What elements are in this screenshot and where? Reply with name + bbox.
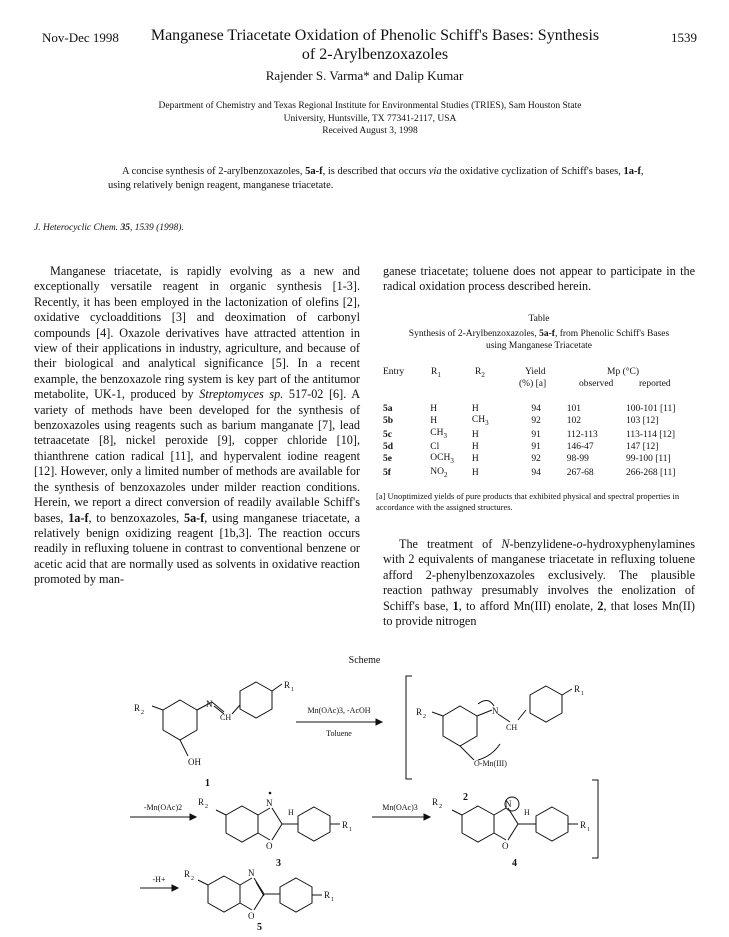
- bracket-left: [406, 676, 412, 779]
- c4-r2-sub: 2: [439, 804, 442, 810]
- cell-r2: H: [471, 442, 479, 453]
- cell-r2: H: [471, 468, 479, 479]
- arrow-head-3: [424, 814, 430, 820]
- affiliation-line-1: Department of Chemistry and Texas Regional Institute for Environmental Studies (TRIES), Sam Houston State: [158, 101, 582, 111]
- c3-r2: R: [198, 797, 205, 807]
- table-row: [383, 467, 695, 481]
- arrow-head-1: [376, 719, 382, 725]
- body-text: The treatment of: [399, 537, 502, 551]
- journal-citation: [34, 223, 184, 233]
- table-row: [383, 404, 695, 415]
- c5-o: O: [248, 911, 255, 921]
- c3-r1-sub: 1: [349, 827, 352, 833]
- cell-r1: H: [430, 416, 438, 427]
- journal-name: J. Heterocyclic Chem.: [34, 223, 119, 233]
- body-left-column: [34, 264, 360, 588]
- body-text: 517-02 [6]. A variety of methods have been developed for the synthesis of benzoxazoles using reagents such as barium manganate [7], lead tetraacetate [8], nickel peroxide [9], copper chloride [10], thianthrene cation radical [11], and hypervalent iodine reagent [12]. However, only a limited number of methods are available for the synthesis of benzoxazoles under milder reaction conditions. Herein, we report a direct conversion of readily available Schiff's bases,: [34, 387, 360, 525]
- c2-r1: R: [574, 684, 581, 694]
- running-date: Nov-Dec 1998: [42, 30, 119, 45]
- arrow-head-4: [172, 885, 178, 891]
- italic-text: N: [501, 537, 510, 551]
- compound-ref: 5a-f: [183, 510, 205, 525]
- abstract-compound: 5a-f: [305, 166, 323, 177]
- cell-mp-observed: 102: [566, 416, 581, 427]
- abstract-text: the oxidative cyclization of Schiff's bases,: [441, 166, 624, 177]
- body-right-top: ganese triacetate; toluene does not appear to participate in the radical oxidation process described herein.: [383, 264, 695, 294]
- caption-text: , from Phenolic Schiff's Bases: [554, 329, 670, 339]
- table-footnote: [a] Unoptimized yields of pure products that exhibited physical and spectral properties in accordance with the assigned structures.: [376, 491, 680, 512]
- header-reported: reported: [639, 379, 671, 389]
- radical-dot: [269, 792, 272, 795]
- reagent-4: -H+: [152, 875, 166, 884]
- affiliation: [90, 100, 650, 138]
- cell-mp-observed: 146-47: [566, 442, 594, 453]
- abstract-italic: via: [428, 166, 442, 177]
- compound-1-structure: [152, 682, 282, 756]
- c1-ch: CH: [220, 713, 232, 722]
- c1-r1: R: [284, 680, 291, 690]
- caption-compound: 5a-f: [539, 329, 555, 339]
- c5-r1-sub: 1: [331, 897, 334, 903]
- authors: Rajender S. Varma* and Dalip Kumar: [265, 68, 464, 83]
- c2-r1-sub: 1: [581, 691, 584, 697]
- italic-text: o: [576, 537, 583, 551]
- reagent-2: -Mn(OAc)2: [143, 803, 183, 812]
- compound-5-structure: [198, 876, 322, 912]
- title-line-1: Manganese Triacetate Oxidation of Phenolic Schiff's Bases: Synthesis: [150, 27, 600, 44]
- reagent-1: Mn(OAc)3, -AcOH: [307, 706, 371, 715]
- compound-1-label: 1: [205, 778, 210, 789]
- compound-ref: 1a-f: [68, 510, 89, 525]
- page-number: 1539: [671, 30, 697, 45]
- abstract-text: , using relatively benign reagent, manganese triacetate.: [108, 166, 644, 191]
- c5-r2-sub: 2: [191, 876, 194, 882]
- table-caption-line-1: [383, 328, 695, 340]
- title-line-2: of 2-Arylbenzoxazoles: [301, 46, 449, 63]
- article-title: [140, 26, 610, 64]
- c4-n: N: [505, 799, 512, 809]
- body-text: Manganese triacetate, is rapidly evolving as a new and exceptionally versatile reagent in organic synthesis [1-3]. Recently, it has been employed in the lactonization of olefins [2], oxidative cycloadditions [3] and deoximation of carbonyl compounds [4]. Oxazole derivatives have attracted attention in view of their applications in industry, agriculture, and because of their biological and analytical significance [5]. In a recent example, the benzoxazole ring system is key part of the antitumor metabolite, UK-1, produced by: [34, 264, 360, 402]
- caption-text: Synthesis of 2-Arylbenzoxazoles,: [408, 329, 540, 339]
- cell-entry: 5c: [383, 429, 392, 440]
- header-entry: Entry: [383, 367, 405, 377]
- c4-r2: R: [432, 797, 439, 807]
- cell-r2: $CH_3$: [471, 414, 489, 427]
- cell-mp-observed: 98-99: [566, 454, 589, 465]
- journal-volume: 35: [120, 223, 130, 233]
- affiliation-line-2: University, Huntsville, TX 77341-2117, USA: [283, 113, 457, 124]
- compound-4-structure: [452, 797, 578, 842]
- cell-mp-observed: 101: [566, 404, 581, 414]
- cell-yield: 92: [531, 454, 541, 465]
- table-caption: [383, 313, 695, 352]
- cell-r2: H: [471, 429, 479, 440]
- cell-yield: 94: [531, 404, 541, 414]
- body-text: , to afford Mn(III) enolate,: [458, 598, 598, 613]
- c1-r1-sub: 1: [291, 687, 294, 693]
- body-right-bottom: [383, 537, 695, 629]
- body-text: -benzylidene-: [509, 537, 577, 551]
- header-r2: $R_2$: [475, 367, 485, 379]
- c4-o: O: [502, 841, 509, 851]
- cell-yield: 91: [531, 429, 541, 440]
- table-body: [383, 404, 695, 480]
- abstract-compound: 1a-f: [623, 166, 641, 177]
- c2-n: N: [492, 706, 499, 716]
- cell-mp-reported: 103 [12]: [625, 416, 659, 427]
- header-yield-unit: (%) [a]: [519, 379, 547, 389]
- c2-r2-sub: 2: [423, 714, 426, 720]
- c1-n: N: [206, 699, 213, 709]
- table-caption-line-2: using Manganese Triacetate: [485, 341, 593, 351]
- bracket-right: [592, 780, 598, 858]
- body-text: , using manganese triacetate, a relatively benign oxidizing reagent [1b,3]. The reaction occurs readily in refluxing toluene in contrast to conventional benzene or acetic acid that are normally used as solvents in oxidative reaction promoted by man-: [34, 510, 360, 587]
- cell-entry: 5e: [383, 454, 392, 465]
- header-observed: observed: [579, 379, 614, 389]
- c3-r1: R: [342, 820, 349, 830]
- table-row: [383, 415, 695, 429]
- cell-r2: H: [471, 404, 479, 414]
- compound-5-label: 5: [257, 922, 262, 933]
- cell-entry: 5f: [383, 468, 391, 479]
- abstract-text: A concise synthesis of 2-arylbenzoxazoles,: [122, 166, 306, 177]
- cell-yield: 91: [531, 442, 541, 453]
- compound-4-label: 4: [512, 858, 517, 869]
- table-header: [383, 367, 695, 397]
- cell-mp-observed: 112-113: [566, 429, 598, 440]
- c2-ch: CH: [506, 723, 518, 732]
- cell-mp-reported: 266-268 [11]: [625, 468, 676, 479]
- header-mp: Mp (°C): [607, 367, 640, 377]
- c2-o-mn: O-Mn(III): [474, 759, 507, 768]
- c3-r2-sub: 2: [205, 804, 208, 810]
- c3-h: H: [288, 808, 294, 817]
- c3-n: N: [266, 798, 273, 808]
- abstract: [108, 165, 648, 193]
- cell-r1: Cl: [430, 442, 440, 453]
- cell-mp-reported: 147 [12]: [625, 442, 659, 453]
- solvent-1: Toluene: [326, 729, 352, 738]
- data-table: [383, 404, 695, 480]
- species-name: Streptomyces sp.: [199, 387, 284, 402]
- table-row: [383, 442, 695, 453]
- cell-mp-reported: 100-101 [11]: [625, 404, 676, 414]
- header-yield: Yield: [525, 367, 546, 377]
- cell-entry: 5a: [383, 404, 393, 414]
- c1-oh: OH: [188, 757, 201, 767]
- compound-2-structure: [432, 686, 572, 760]
- c1-r2: R: [134, 703, 141, 713]
- cell-r1: H: [430, 404, 438, 414]
- c3-o: O: [266, 841, 273, 851]
- c5-r2: R: [184, 869, 191, 879]
- reaction-scheme: [0, 660, 729, 937]
- cell-mp-reported: 99-100 [11]: [625, 454, 671, 465]
- c1-r2-sub: 2: [141, 710, 144, 716]
- cell-mp-reported: 113-114 [12]: [625, 429, 676, 440]
- table-row: [383, 453, 695, 467]
- cell-r2: H: [471, 454, 479, 465]
- cell-entry: 5b: [383, 416, 394, 427]
- table-label: Table: [528, 314, 550, 324]
- header-r1: $R_1$: [431, 367, 441, 379]
- c2-r2: R: [416, 707, 423, 717]
- c4-r1: R: [580, 820, 587, 830]
- journal-pages: , 1539 (1998).: [129, 223, 184, 233]
- compound-2-label: 2: [463, 792, 468, 803]
- cell-entry: 5d: [383, 442, 394, 453]
- compound-ref: 2: [597, 598, 604, 613]
- cell-mp-observed: 267-68: [566, 468, 594, 479]
- compound-3-label: 3: [276, 858, 281, 869]
- table-row: [383, 428, 695, 442]
- body-text: , to benzoxazoles,: [88, 510, 184, 525]
- c5-n: N: [248, 868, 255, 878]
- cell-yield: 94: [531, 468, 541, 479]
- cell-r1: $NO_2$: [430, 466, 448, 479]
- cell-r1: $OCH_3$: [430, 452, 454, 465]
- received-date: Received August 3, 1998: [322, 126, 418, 136]
- c4-h: H: [524, 808, 530, 817]
- compound-ref: 1: [452, 598, 459, 613]
- c4-r1-sub: 1: [587, 827, 590, 833]
- body-text: -hydroxyphenylamines with 2 equivalents of manganese triacetate in refluxing toluene afford 2-phenylbenzoxazoles exclusively. The plausible reaction pathway presumably involves the enolization of Schiff's base,: [383, 537, 695, 613]
- c5-r1: R: [324, 890, 331, 900]
- scheme-title: Scheme: [348, 655, 381, 666]
- body-text: , that loses Mn(II) to provide nitrogen: [383, 598, 695, 629]
- arrow-head-2: [190, 814, 196, 820]
- cell-r1: $CH_3$: [430, 428, 447, 441]
- reagent-3: Mn(OAc)3: [382, 803, 418, 812]
- abstract-text: , is described that occurs: [322, 166, 429, 177]
- compound-3-structure: [216, 806, 340, 842]
- cell-yield: 92: [531, 416, 541, 427]
